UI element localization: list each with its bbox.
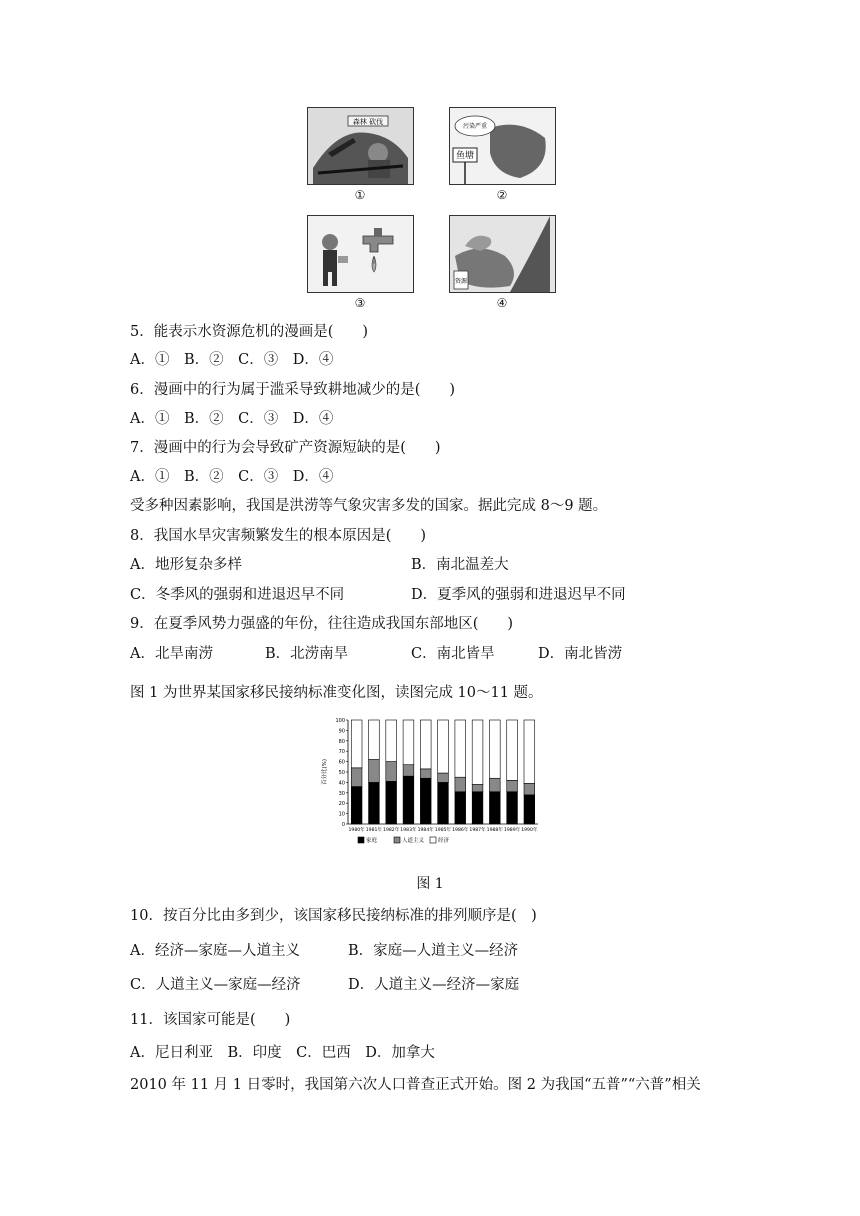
question-10-option-c: C．人道主义—家庭—经济 — [130, 977, 301, 993]
bar-segment — [472, 792, 483, 824]
y-tick-label: 10 — [338, 811, 345, 818]
x-tick-label: 1987年 — [469, 828, 486, 833]
bar-segment — [455, 720, 466, 777]
question-8-stem: 8．我国水旱灾害频繁发生的根本原因是( ) — [130, 528, 427, 544]
y-tick-label: 20 — [338, 801, 345, 808]
question-10-stem: 10．按百分比由多到少，该国家移民接纳标准的排列顺序是( ) — [130, 908, 537, 924]
bar-segment — [351, 720, 362, 768]
bar-segment — [420, 769, 431, 778]
y-tick-label: 60 — [338, 759, 345, 766]
question-6-options: A．① B．② C．③ D．④ — [130, 411, 334, 427]
x-tick-label: 1984年 — [417, 828, 434, 833]
question-9-stem: 9．在夏季风势力强盛的年份，往往造成我国东部地区( ) — [130, 616, 514, 632]
cartoon-2-caption: ② — [496, 188, 508, 202]
x-tick-label: 1983年 — [400, 828, 417, 833]
y-tick-label: 80 — [338, 738, 345, 745]
question-7-stem: 7．漫画中的行为会导致矿产资源短缺的是( ) — [130, 440, 441, 456]
bar-segment — [403, 720, 414, 765]
bar-segment — [489, 778, 500, 792]
y-axis-label: 百分比(%) — [322, 758, 328, 786]
bar-segment — [369, 720, 380, 760]
question-8-option-a: A．地形复杂多样 — [130, 557, 242, 573]
bar-segment — [386, 720, 397, 762]
bar-segment — [420, 720, 431, 769]
svg-text:污染严重: 污染严重 — [462, 123, 488, 130]
bar-segment — [403, 776, 414, 824]
cartoon-1-caption: ① — [354, 188, 366, 202]
bar-segment — [386, 762, 397, 782]
bar-segment — [438, 720, 449, 773]
question-9-option-a: A．北旱南涝 — [130, 646, 213, 662]
x-tick-label: 1989年 — [503, 828, 521, 833]
x-tick-label: 1985年 — [434, 828, 452, 833]
y-tick-label: 30 — [338, 790, 345, 797]
question-5-stem: 5．能表示水资源危机的漫画是( ) — [130, 324, 369, 340]
question-8-option-c: C．冬季风的强弱和进退迟早不同 — [130, 587, 345, 603]
y-tick-label: 50 — [338, 770, 345, 776]
bar-segment — [351, 787, 362, 824]
y-tick-label: 90 — [338, 728, 345, 735]
y-tick-label: 70 — [338, 749, 345, 756]
intro-8-9: 受多种因素影响，我国是洪涝等气象灾害多发的国家。据此完成 8～9 题。 — [130, 498, 608, 514]
question-7-options: A．① B．② C．③ D．④ — [130, 469, 334, 485]
bar-segment — [489, 720, 500, 778]
bar-segment — [507, 720, 518, 780]
legend-swatch — [358, 837, 364, 843]
stacked-bar-chart — [318, 714, 548, 860]
cartoon-1-image — [307, 107, 414, 185]
x-tick-label: 1980年 — [348, 828, 365, 833]
bar-segment — [455, 777, 466, 792]
question-6-stem: 6．漫画中的行为属于滥采导致耕地减少的是( ) — [130, 382, 456, 398]
figure-1-caption: 图 1 — [416, 876, 444, 892]
question-8-option-d: D．夏季风的强弱和进退迟早不同 — [411, 587, 626, 603]
intro-10-11: 图 1 为世界某国家移民接纳标准变化图，读图完成 10～11 题。 — [130, 685, 543, 701]
x-tick-label: 1982年 — [383, 828, 400, 833]
bar-segment — [489, 792, 500, 824]
legend-label: 人道主义 — [402, 838, 425, 844]
question-10-option-d: D．人道主义—经济—家庭 — [348, 977, 520, 993]
cartoon-2-image — [449, 107, 556, 185]
legend-swatch — [394, 837, 400, 843]
question-9-option-b: B．北涝南旱 — [265, 646, 349, 662]
question-9-option-c: C．南北皆旱 — [411, 646, 495, 662]
x-tick-label: 1990年 — [521, 828, 538, 833]
logging-cartoon-icon — [308, 108, 413, 184]
cartoon-4-image — [449, 215, 556, 293]
question-9-option-d: D．南北皆涝 — [538, 646, 623, 662]
svg-text:森林 砍伐: 森林 砍伐 — [352, 118, 384, 126]
x-tick-label: 1988年 — [486, 828, 503, 833]
legend-label: 经济 — [438, 838, 450, 844]
bar-segment — [369, 760, 380, 783]
bar-segment — [524, 720, 535, 783]
svg-text:资源: 资源 — [454, 278, 468, 285]
bar-segment — [438, 782, 449, 824]
y-tick-label: 100 — [335, 718, 345, 724]
cartoon-4-caption: ④ — [496, 296, 508, 310]
bar-segment — [472, 720, 483, 784]
cartoon-3-image — [307, 215, 414, 293]
bar-segment — [351, 768, 362, 787]
fishpond-pollution-icon — [450, 108, 555, 184]
question-10-option-b: B．家庭—人道主义—经济 — [348, 943, 519, 959]
immigration-standard-chart — [318, 714, 548, 860]
bar-segment — [524, 783, 535, 794]
question-11-stem: 11．该国家可能是( ) — [130, 1012, 291, 1028]
legend-swatch — [430, 837, 436, 843]
bar-segment — [472, 784, 483, 791]
y-tick-label: 0 — [341, 822, 345, 828]
bar-segment — [524, 795, 535, 824]
bar-segment — [438, 773, 449, 782]
question-8-option-b: B．南北温差大 — [411, 557, 509, 573]
bar-segment — [386, 781, 397, 824]
x-tick-label: 1986年 — [452, 828, 469, 833]
question-10-option-a: A．经济—家庭—人道主义 — [130, 943, 300, 959]
bar-segment — [455, 792, 466, 824]
x-tick-label: 1981年 — [365, 828, 383, 833]
bar-segment — [403, 765, 414, 776]
svg-text:鱼塘: 鱼塘 — [455, 151, 475, 161]
resource-exploitation-icon — [450, 216, 555, 292]
legend-label: 家庭 — [366, 838, 378, 844]
y-tick-label: 40 — [338, 780, 345, 787]
bar-segment — [369, 782, 380, 824]
cartoon-3-caption: ③ — [354, 296, 366, 310]
bar-segment — [507, 792, 518, 824]
dripping-faucet-icon — [308, 216, 413, 292]
intro-next-question: 2010 年 11 月 1 日零时，我国第六次人口普查正式开始。图 2 为我国“五普”“六普”相关 — [130, 1077, 701, 1093]
question-11-options: A．尼日利亚 B．印度 C．巴西 D．加拿大 — [130, 1045, 435, 1061]
bar-segment — [420, 778, 431, 824]
question-5-options: A．① B．② C．③ D．④ — [130, 352, 334, 368]
bar-segment — [507, 780, 518, 791]
